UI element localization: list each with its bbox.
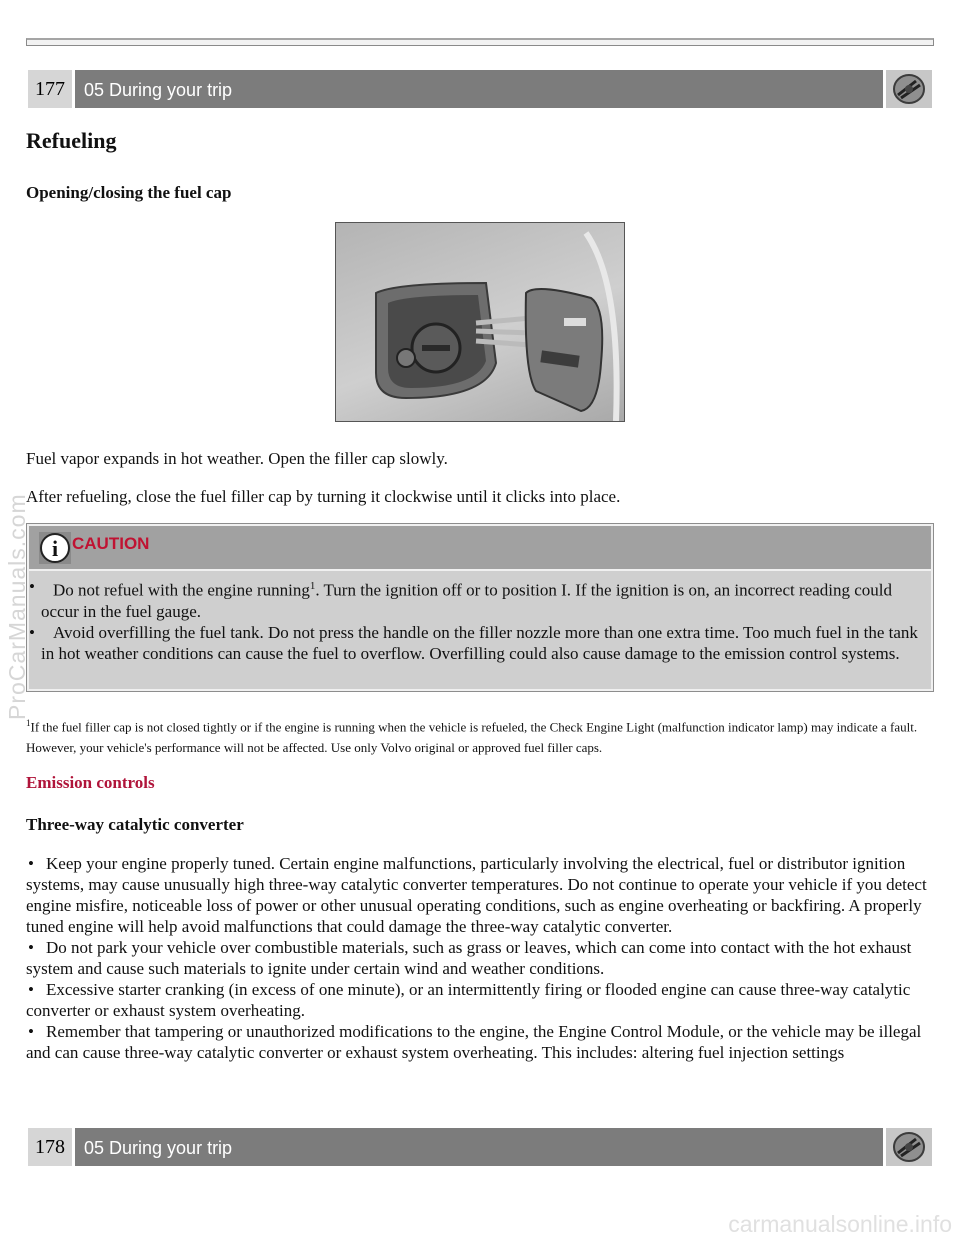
- top-rule: [26, 38, 934, 46]
- caution-label: CAUTION: [72, 534, 150, 553]
- emission-heading: Emission controls: [26, 773, 155, 792]
- caution-header: [29, 526, 931, 569]
- catalytic-heading: Three-way catalytic converter: [26, 815, 244, 834]
- caution-box: [26, 523, 934, 692]
- steering-wheel-icon: [886, 70, 932, 108]
- page-number: 177: [28, 70, 72, 108]
- fuel-cap-illustration: [335, 222, 625, 422]
- section-title: 05 During your trip: [75, 70, 883, 108]
- list-item: • Keep your engine properly tuned. Certain engine malfunctions, particularly involving the electrical, fuel or distributor ignition systems, may cause unusually high three-way catalytic converter temperatures. Do not continue to operate your vehicle if you detect engine misfire, noticeable loss of power or other unusual operating conditions, such as engine overheating or backfiring. A properly tuned engine will help avoid malfunctions that could damage the three-way catalytic converter.: [26, 853, 938, 937]
- page-header-177: [28, 70, 932, 108]
- list-item: • Excessive starter cranking (in excess of one minute), or an intermittently firing or flooded engine can cause three-way catalytic converter or exhaust system overheating.: [26, 979, 938, 1021]
- list-item: • Do not park your vehicle over combustible materials, such as grass or leaves, which can come into contact with the hot exhaust system and cause such materials to ignite under certain wind and weather conditions.: [26, 937, 938, 979]
- fuel-cap-subheading: Opening/closing the fuel cap: [26, 183, 232, 202]
- svg-text:i: i: [51, 536, 59, 561]
- page-number: 178: [28, 1128, 72, 1166]
- section-title: 05 During your trip: [75, 1128, 883, 1166]
- page-header-178: [28, 1128, 932, 1166]
- list-item: • Remember that tampering or unauthorized modifications to the engine, the Engine Control Module, or the vehicle may be illegal and can cause three-way catalytic converter or exhaust system overheating. This includes: altering fuel injection settings: [26, 1021, 938, 1063]
- info-icon: [38, 531, 72, 565]
- watermark-procarmanuals: ProCarManuals.com: [4, 493, 30, 720]
- caution-item-overfill: • Avoid overfilling the fuel tank. Do not press the handle on the filler nozzle more than one extra time. Too much fuel in the tank in hot weather conditions can cause the fuel to overflow. Overfilling could also cause damage to the emission control systems.: [41, 622, 921, 664]
- caution-item-engine: • Do not refuel with the engine running$^1$. Turn the ignition off or to position I. If the ignition is on, an incorrect reading could occur in the fuel gauge.: [41, 576, 921, 622]
- footnote: $^1$If the fuel filler cap is not closed tightly or if the engine is running when the vehicle is refueled, the Check Engine Light (malfunction indicator lamp) may indicate a fault. However, your vehicle's performance will not be affected. Use only Volvo original or approved fuel filler caps.: [26, 718, 918, 756]
- catalytic-bullets: [26, 853, 938, 1063]
- steering-wheel-icon: [886, 1128, 932, 1166]
- watermark-site: carmanualsonline.info: [728, 1211, 952, 1237]
- close-cap-paragraph: After refueling, close the fuel filler cap by turning it clockwise until it clicks into place.: [26, 487, 621, 506]
- page-title: Refueling: [26, 128, 117, 153]
- caution-body: [29, 571, 931, 689]
- vapor-paragraph: Fuel vapor expands in hot weather. Open the filler cap slowly.: [26, 449, 448, 468]
